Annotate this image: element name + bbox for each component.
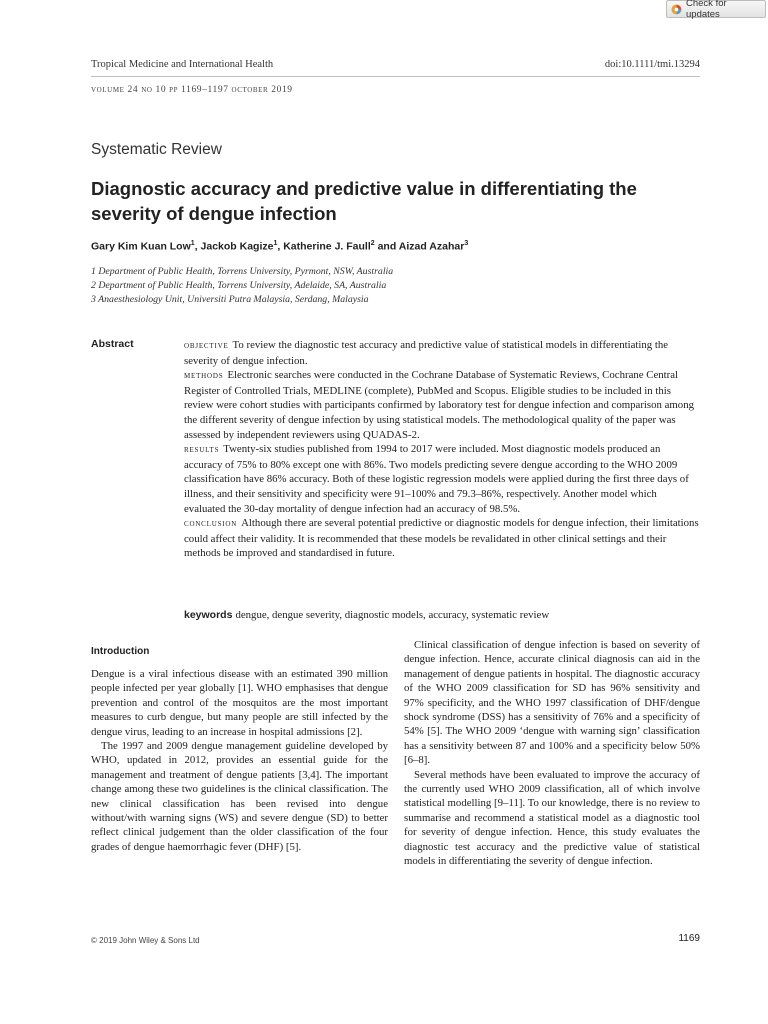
- abstract-body: [184, 338, 700, 561]
- paragraph: Dengue is a viral infectious disease with an estimated 390 million people infected per year globally [1]. WHO emphasises that dengue prevention and control of the mosquitos are the most important measures to curb dengue, but many people are still infected by the dengue virus, leading to an increase in hospital admissions [2].: [91, 668, 388, 738]
- header-rule: [91, 76, 700, 77]
- conclusion-text: Although there are several potential predictive or diagnostic models for dengue infection, their limitations could affect their validity. It is recommended that these models be revalidated in other clinical settings and their methods be improved and standardised in future.: [184, 517, 699, 560]
- doi: doi:10.1111/tmi.13294: [604, 59, 700, 70]
- author-affiliation-mark: 1: [273, 240, 278, 247]
- volume-info: volume 24 no 10 pp 1169–1197 october 2019: [91, 85, 293, 95]
- paragraph: Clinical classification of dengue infection is based on severity of dengue infection. Hence, accurate clinical diagnosis can aid in the management of dengue patients in hospital. The diagnostic accuracy of the WHO 2009 classification for SD has 96% sensitivity and 97% specificity, and the WHO 1997 classification of DHF/dengue shock syndrome (DSS) has a sensitivity of 76% and a specificity of 54% [5]. The WHO 2009 ‘dengue with warning sign’ classification has a sensitivity between 87 and 100% and a specificity below 50% [6–8].: [404, 639, 700, 767]
- author-list: [91, 240, 468, 253]
- methods-text: Electronic searches were conducted in the Cochrane Database of Systematic Reviews, Cochrane Central Register of Controlled Trials, MEDLINE (complete), PubMed and Scopus. Eligible studies to be included in this review were cohort studies with participants confirmed by laboratory test for dengue infection and comparison among the different severity of dengue infection by using statistical models. The methodological quality of the paper was assessed by independent reviewers using QUADAS-2.: [184, 369, 694, 441]
- check-for-updates-label: Check for updates: [686, 0, 727, 20]
- article-type: Systematic Review: [91, 141, 222, 158]
- author-separator: and: [374, 240, 399, 253]
- objective-label: objective: [184, 340, 229, 351]
- keywords-label: keywords: [184, 609, 233, 621]
- abstract-conclusion: [184, 516, 700, 561]
- methods-label: methods: [184, 370, 224, 382]
- crossmark-icon: [671, 4, 682, 15]
- article-title: Diagnostic accuracy and predictive value in differentiating the severity of dengue infection: [91, 178, 637, 224]
- keywords: [184, 609, 700, 621]
- author-separator: ,: [194, 240, 201, 253]
- affiliations: [91, 265, 393, 307]
- paragraph: The 1997 and 2009 dengue management guideline developed by WHO, updated in 2012, provides an essential guide for the management and treatment of dengue patients [3,4]. The important change among these two guidelines is the clinical classification. The new clinical classification has been revised into dengue without/with warning signs (WS) and severe dengue (SD) to better reflect clinical judgement than the older classification of the four grades of dengue haemorrhagic fever (DHF) [5].: [91, 740, 388, 853]
- author-affiliation-mark: 2: [370, 240, 375, 247]
- affiliation-item: 1 Department of Public Health, Torrens University, Pyrmont, NSW, Australia: [91, 266, 394, 277]
- author-name: Gary Kim Kuan Low: [91, 240, 191, 253]
- abstract-label: Abstract: [91, 338, 134, 350]
- journal-name: Tropical Medicine and International Health: [91, 59, 274, 70]
- author-name: Jackob Kagize: [200, 240, 274, 253]
- left-column: [91, 667, 388, 854]
- affiliation-item: 2 Department of Public Health, Torrens University, Adelaide, SA, Australia: [91, 280, 387, 291]
- results-text: Twenty-six studies published from 1994 to 2017 were included. Most diagnostic models produced an accuracy of 75% to 80% except one with 86%. Two models predicting severe dengue according to the WHO 2009 classification have 86% accuracy. Both of these logistic regression models were applied during the first three days of illness, and their sensitivity and specificity were 91–100% and 79.3–86%, respectively. Another model which evaluated the 30-day mortality of dengue infection had an accuracy of 98.5%.: [184, 443, 689, 515]
- abstract-results: [184, 442, 700, 516]
- author-affiliation-mark: 1: [190, 240, 195, 247]
- check-for-updates-button[interactable]: [666, 0, 766, 18]
- page-number: 1169: [678, 933, 700, 944]
- author-name: Aizad Azahar: [398, 240, 465, 253]
- right-column: [404, 638, 700, 869]
- keywords-text: dengue, dengue severity, diagnostic models, accuracy, systematic review: [235, 609, 550, 621]
- author-separator: ,: [277, 240, 284, 253]
- paragraph: Several methods have been evaluated to improve the accuracy of the currently used WHO 2009 classification, all of which involve statistical modelling [9–11]. To our knowledge, there is no review to summarise and recommend a statistical model as a diagnostic tool for severity of dengue infection. Hence, this study evaluates the diagnostic test accuracy and the predictive value of statistical models in differentiating the severity of dengue infection.: [404, 768, 700, 868]
- author-affiliation-mark: 3: [464, 240, 469, 247]
- abstract-methods: [184, 368, 700, 442]
- affiliation-item: 3 Anaesthesiology Unit, Universiti Putra Malaysia, Serdang, Malaysia: [91, 294, 369, 305]
- author-name: Katherine J. Faull: [283, 240, 371, 253]
- introduction-heading: Introduction: [91, 646, 150, 657]
- conclusion-label: conclusion: [184, 518, 238, 530]
- results-label: results: [184, 444, 220, 456]
- copyright: © 2019 John Wiley & Sons Ltd: [91, 936, 200, 945]
- abstract-objective: [184, 338, 700, 368]
- objective-text: To review the diagnostic test accuracy and predictive value of statistical models in differentiating the severity of dengue infection.: [184, 339, 669, 367]
